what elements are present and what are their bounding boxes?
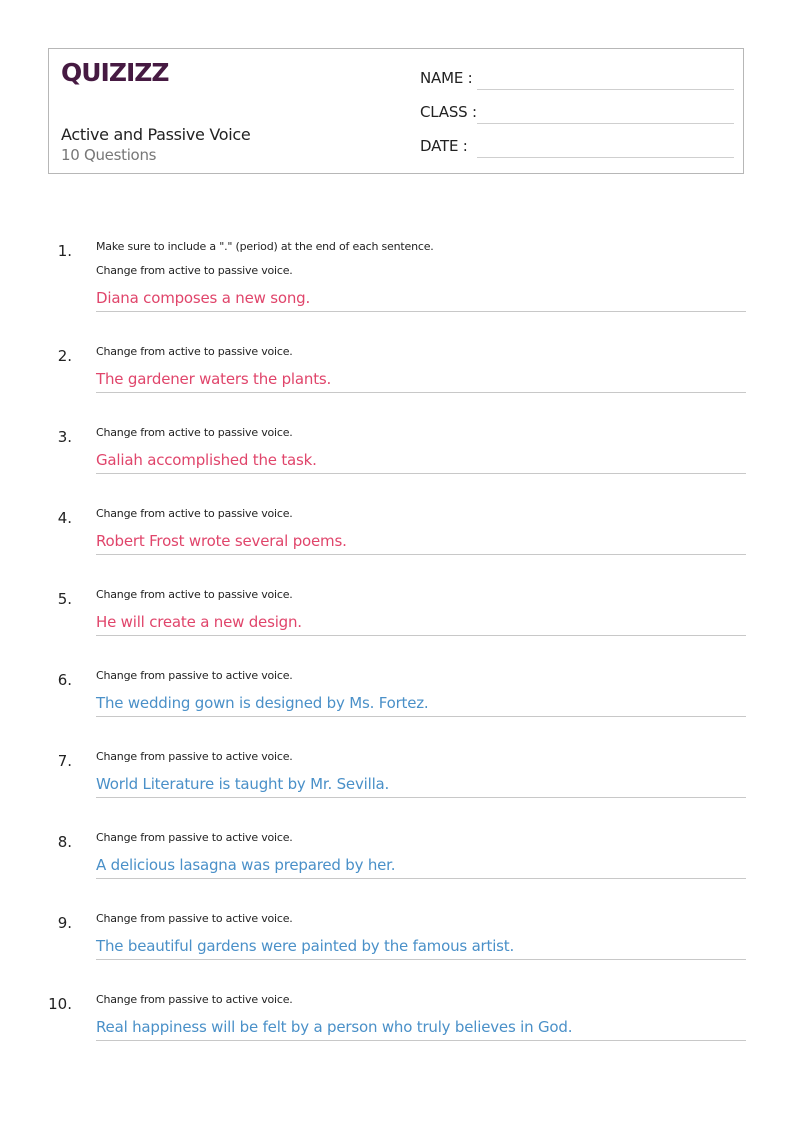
question-answer[interactable]: He will create a new design. (96, 613, 302, 631)
answer-line (96, 311, 746, 312)
question-answer[interactable]: World Literature is taught by Mr. Sevilla. (96, 775, 390, 793)
question-prompt: Change from passive to active voice. (96, 669, 293, 682)
question-number: 2. (57, 347, 72, 365)
date-line[interactable] (477, 157, 734, 158)
question-prompt: Change from active to passive voice. (96, 507, 293, 520)
answer-line (96, 392, 746, 393)
quizizz-logo: QUIZIZZ (61, 58, 169, 87)
date-label: DATE : (420, 137, 468, 155)
question-item (48, 667, 746, 719)
question-answer[interactable]: Robert Frost wrote several poems. (96, 532, 347, 550)
question-answer[interactable]: The wedding gown is designed by Ms. Fortez. (96, 694, 429, 712)
question-prompt: Change from active to passive voice. (96, 588, 293, 601)
question-number: 1. (57, 242, 72, 260)
answer-line (96, 554, 746, 555)
question-number: 7. (57, 752, 72, 770)
question-answer[interactable]: The gardener waters the plants. (96, 370, 332, 388)
question-answer[interactable]: A delicious lasagna was prepared by her. (96, 856, 396, 874)
class-line[interactable] (477, 123, 734, 124)
class-label: CLASS : (420, 103, 477, 121)
answer-line (96, 716, 746, 717)
name-field[interactable] (420, 69, 734, 93)
question-number: 9. (57, 914, 72, 932)
name-line[interactable] (477, 89, 734, 90)
answer-line (96, 1040, 746, 1041)
worksheet-header (48, 48, 744, 174)
question-prompt: Change from active to passive voice. (96, 426, 293, 439)
question-number: 6. (57, 671, 72, 689)
class-field[interactable] (420, 103, 734, 127)
question-count: 10 Questions (61, 146, 157, 164)
question-answer[interactable]: Real happiness will be felt by a person who truly believes in God. (96, 1018, 573, 1036)
question-number: 5. (57, 590, 72, 608)
question-prompt: Change from passive to active voice. (96, 750, 293, 763)
answer-line (96, 959, 746, 960)
question-item (48, 748, 746, 800)
question-answer[interactable]: Diana composes a new song. (96, 289, 311, 307)
question-item (48, 829, 746, 881)
question-number: 3. (57, 428, 72, 446)
question-prompt: Change from active to passive voice. (96, 345, 293, 358)
question-number: 4. (57, 509, 72, 527)
question-prompt: Change from active to passive voice. (96, 264, 293, 277)
question-instruction: Make sure to include a "." (period) at the end of each sentence. (96, 240, 434, 253)
question-number: 10. (48, 995, 72, 1013)
question-item (48, 910, 746, 962)
question-item (48, 424, 746, 476)
answer-line (96, 797, 746, 798)
question-prompt: Change from passive to active voice. (96, 993, 293, 1006)
date-field[interactable] (420, 137, 734, 161)
question-item (48, 238, 746, 314)
answer-line (96, 473, 746, 474)
question-item (48, 586, 746, 638)
question-prompt: Change from passive to active voice. (96, 912, 293, 925)
name-label: NAME : (420, 69, 473, 87)
question-prompt: Change from passive to active voice. (96, 831, 293, 844)
question-number: 8. (57, 833, 72, 851)
question-answer[interactable]: Galiah accomplished the task. (96, 451, 317, 469)
worksheet-title: Active and Passive Voice (61, 125, 251, 144)
answer-line (96, 878, 746, 879)
answer-line (96, 635, 746, 636)
question-answer[interactable]: The beautiful gardens were painted by the famous artist. (96, 937, 515, 955)
question-item (48, 505, 746, 557)
question-item (48, 343, 746, 395)
question-item (48, 991, 746, 1043)
